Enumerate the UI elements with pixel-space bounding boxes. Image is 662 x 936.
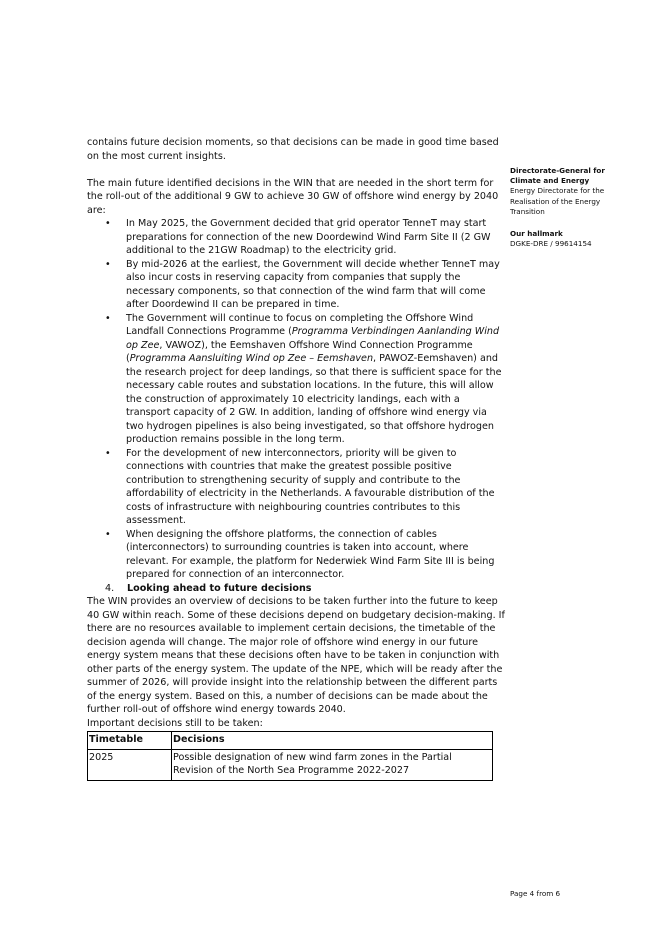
intro-continuation: contains future decision moments, so that decisions can be made in good time based on the most current insights. bbox=[87, 137, 499, 162]
section-number: 4. bbox=[105, 582, 115, 594]
page-number: Page 4 from 6 bbox=[510, 889, 561, 898]
table-cell-timetable: 2025 bbox=[88, 749, 172, 780]
decisions-table bbox=[87, 731, 493, 781]
bullet-icon: • bbox=[105, 312, 111, 324]
bullet-icon: • bbox=[105, 218, 111, 229]
table-caption: Important decisions still to be taken: bbox=[87, 717, 263, 729]
section-title: Looking ahead to future decisions bbox=[127, 582, 312, 594]
document-body bbox=[87, 136, 507, 781]
main-decisions-intro: The main future identified decisions in the WIN that are needed in the short term for the roll-out of the additional 9 GW to achieve 30 GW of offshore wind energy by 2040 are: bbox=[87, 177, 499, 216]
section-body: The WIN provides an overview of decisions to be taken further into the future to keep 40 GW within reach. Some of these decisions depend on budgetary decision-making. If there are no resources available to implement certain decisions, the timetable of the decision agenda will change. The major role of offshore wind energy in our future energy system means that these decisions often have to be taken in conjunction with other parts of the energy system. The update of the NPE, which will be ready after the summer of 2026, will provide insight into the relationship between the different parts of the energy system. Based on this, a number of decisions can be made about the further roll-out of offshore wind energy towards 2040. bbox=[87, 596, 505, 715]
table-header-row bbox=[88, 732, 493, 750]
bullet-icon: • bbox=[105, 528, 111, 540]
hallmark-value: DGKE-DRE / 99614154 bbox=[510, 239, 592, 249]
sidebar bbox=[510, 166, 620, 249]
list-item: • When designing the offshore platforms, the connection of cables (interconnectors) to surrounding countries is taken into account, where relevant. For example, the platform for Nederwiek Wind Farm Site III is being prepared for connection of an interconnector. bbox=[105, 528, 495, 580]
table-row bbox=[88, 749, 493, 780]
section-heading bbox=[87, 582, 507, 596]
bullet-icon: • bbox=[105, 447, 111, 459]
list-item: • By mid-2026 at the earliest, the Government will decide whether TenneT may also incur costs in reserving capacity from companies that supply the necessary components, so that connection of the wind farm that will come after Doordewind II can be prepared in time. bbox=[105, 258, 500, 310]
list-item: • In May 2025, the Government decided that grid operator TenneT may start preparations for connection of the new Doordewind Wind Farm Site II (2 GW additional to the 21GW Roadmap) to the electricity grid. bbox=[105, 218, 491, 256]
bullet-icon: • bbox=[105, 258, 111, 270]
decisions-list bbox=[87, 217, 507, 582]
table-cell-decision: Possible designation of new wind farm zones in the Partial Revision of the North Sea Programme 2022-2027 bbox=[172, 749, 493, 780]
column-header-decisions: Decisions bbox=[172, 732, 493, 750]
list-item: • For the development of new interconnectors, priority will be given to connections with countries that make the greatest possible positive contribution to strengthening security of supply and contribute to the affordability of electricity in the Netherlands. A favourable distribution of the costs of infrastructure with neighbouring countries contributes to this assessment. bbox=[105, 447, 495, 526]
sidebar-title: Directorate-General for Climate and Energy bbox=[510, 166, 605, 186]
hallmark-label: Our hallmark bbox=[510, 229, 563, 239]
column-header-timetable: Timetable bbox=[88, 732, 172, 750]
sidebar-subtitle: Energy Directorate for the Realisation of the Energy Transition bbox=[510, 186, 605, 216]
list-item: • The Government will continue to focus on completing the Offshore Wind Landfall Connections Programme (Programma Verbindingen Aanlanding Wind op Zee, VAWOZ), the Eemshaven Offshore Wind Connection Programme (Programma Aansluiting Wind op Zee – Eemshaven, PAWOZ-Eemshaven) and the research project for deep landings, so that there is sufficient space for the necessary cable routes and substation locations. In the future, this will allow the construction of approximately 10 electricity landings, each with a transport capacity of 2 GW. In addition, landing of offshore wind energy via two hydrogen pipelines is also being investigated, so that offshore hydrogen production remains possible in the long term. bbox=[105, 312, 502, 445]
